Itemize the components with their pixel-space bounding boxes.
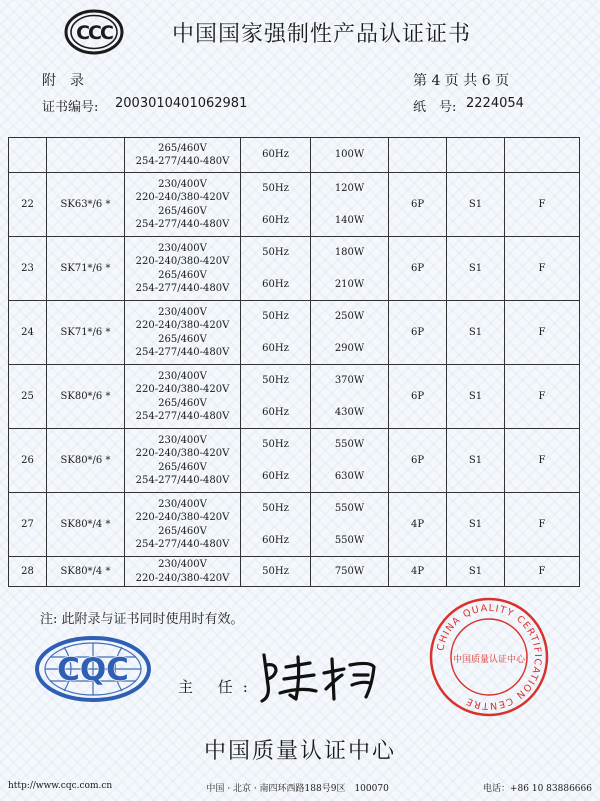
voltage-cell: 230/400V 220-240/380-420V xyxy=(125,557,241,587)
insulation-cell: F xyxy=(505,493,580,557)
poles-cell: 6P xyxy=(389,429,447,493)
power-cell: 250W 290W xyxy=(311,301,389,365)
model-cell xyxy=(47,138,125,173)
poles-cell: 6P xyxy=(389,301,447,365)
page-info: 第 4 页 共 6 页 xyxy=(413,73,510,89)
no-cell: 23 xyxy=(9,237,47,301)
organization-name: 中国质量认证中心 xyxy=(203,739,396,764)
table-row xyxy=(9,138,580,173)
voltage-cell: 230/400V 220-240/380-420V 265/460V 254-277/440-480V xyxy=(125,365,241,429)
insulation-cell: F xyxy=(505,237,580,301)
no-cell: 25 xyxy=(9,365,47,429)
frequency-cell: 50Hz 60Hz xyxy=(241,493,311,557)
duty-cell xyxy=(447,138,505,173)
power-cell: 550W 630W xyxy=(311,429,389,493)
table-row xyxy=(9,557,580,587)
table-row xyxy=(9,429,580,493)
no-cell: 22 xyxy=(9,173,47,237)
frequency-cell: 50Hz 60Hz xyxy=(241,173,311,237)
insulation-cell: F xyxy=(505,365,580,429)
no-cell: 24 xyxy=(9,301,47,365)
official-seal xyxy=(428,596,550,718)
address: 中国 · 北京 · 南四环西路188号9区 100070 xyxy=(206,784,389,794)
cqc-logo xyxy=(34,635,152,703)
power-cell: 370W 430W xyxy=(311,365,389,429)
svg-text:CHINA QUALITY CERTIFICATION CE: CHINA QUALITY CERTIFICATION CENTRE xyxy=(435,602,544,712)
svg-text:中国质量认证中心: 中国质量认证中心 xyxy=(452,655,526,665)
no-cell: 28 xyxy=(9,557,47,587)
model-cell: SK80*/6 * xyxy=(47,429,125,493)
appendix-table xyxy=(8,137,579,587)
power-cell: 100W xyxy=(311,138,389,173)
voltage-cell: 230/400V 220-240/380-420V 265/460V 254-277/440-480V xyxy=(125,493,241,557)
insulation-cell: F xyxy=(505,557,580,587)
duty-cell: S1 xyxy=(447,429,505,493)
ccc-logo xyxy=(64,8,124,56)
duty-cell: S1 xyxy=(447,365,505,429)
model-cell: SK80*/4 * xyxy=(47,493,125,557)
table-row xyxy=(9,237,580,301)
voltage-cell: 265/460V 254-277/440-480V xyxy=(125,138,241,173)
voltage-cell: 230/400V 220-240/380-420V 265/460V 254-277/440-480V xyxy=(125,173,241,237)
poles-cell: 6P xyxy=(389,365,447,429)
insulation-cell xyxy=(505,138,580,173)
duty-cell: S1 xyxy=(447,493,505,557)
poles-cell xyxy=(389,138,447,173)
appendix-label: 附 录 xyxy=(42,73,84,89)
model-cell: SK63*/6 * xyxy=(47,173,125,237)
model-cell: SK71*/6 * xyxy=(47,237,125,301)
insulation-cell: F xyxy=(505,429,580,493)
cert-no: 2003010401062981 xyxy=(115,96,248,111)
model-cell: SK80*/4 * xyxy=(47,557,125,587)
paper-no: 2224054 xyxy=(466,96,524,111)
power-cell: 550W 550W xyxy=(311,493,389,557)
certificate-title: 中国国家强制性产品认证证书 xyxy=(172,22,472,47)
model-cell: SK71*/6 * xyxy=(47,301,125,365)
director-label: 主 任: xyxy=(178,678,258,696)
paper-no-label: 纸 号: xyxy=(413,100,457,115)
insulation-cell: F xyxy=(505,173,580,237)
phone: 电话：+86 10 83886666 xyxy=(483,784,592,794)
poles-cell: 4P xyxy=(389,557,447,587)
no-cell xyxy=(9,138,47,173)
duty-cell: S1 xyxy=(447,173,505,237)
table-row xyxy=(9,173,580,237)
validity-note: 注: 此附录与证书同时使用时有效。 xyxy=(40,612,244,627)
duty-cell: S1 xyxy=(447,557,505,587)
table-row xyxy=(9,301,580,365)
no-cell: 27 xyxy=(9,493,47,557)
voltage-cell: 230/400V 220-240/380-420V 265/460V 254-277/440-480V xyxy=(125,429,241,493)
insulation-cell: F xyxy=(505,301,580,365)
power-cell: 180W 210W xyxy=(311,237,389,301)
voltage-cell: 230/400V 220-240/380-420V 265/460V 254-277/440-480V xyxy=(125,237,241,301)
signature xyxy=(250,645,390,705)
footer-contact xyxy=(8,781,592,794)
frequency-cell: 60Hz xyxy=(241,138,311,173)
poles-cell: 6P xyxy=(389,173,447,237)
no-cell: 26 xyxy=(9,429,47,493)
duty-cell: S1 xyxy=(447,237,505,301)
frequency-cell: 50Hz 60Hz xyxy=(241,429,311,493)
frequency-cell: 50Hz xyxy=(241,557,311,587)
power-cell: 750W xyxy=(311,557,389,587)
voltage-cell: 230/400V 220-240/380-420V 265/460V 254-277/440-480V xyxy=(125,301,241,365)
poles-cell: 4P xyxy=(389,493,447,557)
model-cell: SK80*/6 * xyxy=(47,365,125,429)
svg-text:CCC: CCC xyxy=(76,22,112,44)
cert-no-label: 证书编号: xyxy=(42,100,99,115)
table-row xyxy=(9,365,580,429)
duty-cell: S1 xyxy=(447,301,505,365)
frequency-cell: 50Hz 60Hz xyxy=(241,237,311,301)
power-cell: 120W 140W xyxy=(311,173,389,237)
frequency-cell: 50Hz 60Hz xyxy=(241,301,311,365)
svg-text:CQC: CQC xyxy=(57,652,129,688)
website-link[interactable]: http://www.cqc.com.cn xyxy=(8,781,113,791)
frequency-cell: 50Hz 60Hz xyxy=(241,365,311,429)
table-row xyxy=(9,493,580,557)
poles-cell: 6P xyxy=(389,237,447,301)
